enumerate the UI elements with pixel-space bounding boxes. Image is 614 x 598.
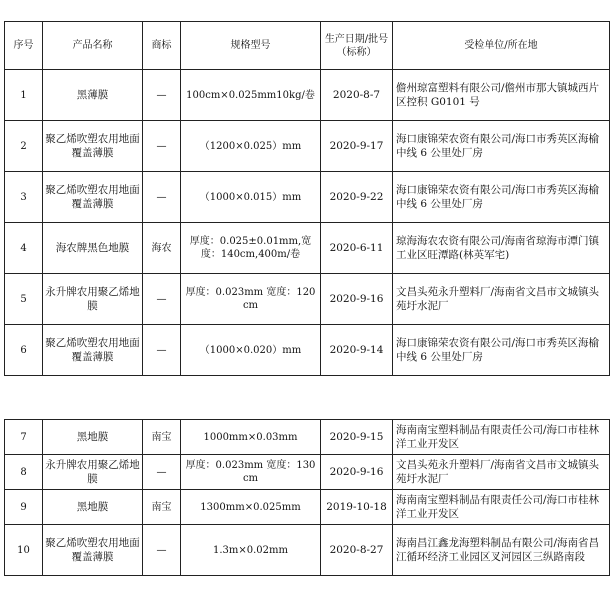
cell-spec: 1.3m×0.02mm — [181, 525, 321, 576]
cell-brand: — — [143, 525, 181, 576]
cell-spec: 厚度：0.023mm 宽度：120cm — [181, 274, 321, 325]
table-row — [5, 223, 610, 274]
cell-unit: 海口康锦荣农资有限公司/海口市秀英区海榆中线 6 公里处厂房 — [393, 121, 610, 172]
cell-product-name: 聚乙烯吹塑农用地面覆盖薄膜 — [43, 121, 143, 172]
cell-unit: 海口康锦荣农资有限公司/海口市秀英区海榆中线 6 公里处厂房 — [393, 172, 610, 223]
cell-date: 2020-6-11 — [321, 223, 393, 274]
cell-brand: — — [143, 70, 181, 121]
cell-brand: — — [143, 455, 181, 490]
header-spec: 规格型号 — [181, 22, 321, 70]
header-date: 生产日期/批号（标称） — [321, 22, 393, 70]
cell-spec: 1300mm×0.025mm — [181, 490, 321, 525]
table-row — [5, 274, 610, 325]
cell-unit: 海南南宝塑料制品有限责任公司/海口市桂林洋工业开发区 — [393, 420, 610, 455]
cell-spec: 100cm×0.025mm10kg/卷 — [181, 70, 321, 121]
cell-date: 2020-9-22 — [321, 172, 393, 223]
cell-unit: 文昌头苑永升塑料厂/海南省文昌市文城镇头苑圩水泥厂 — [393, 455, 610, 490]
cell-brand: 海农 — [143, 223, 181, 274]
cell-date: 2020-9-17 — [321, 121, 393, 172]
table-row — [5, 490, 610, 525]
header-no: 序号 — [5, 22, 43, 70]
cell-product-name: 黑薄膜 — [43, 70, 143, 121]
cell-no: 6 — [5, 325, 43, 376]
cell-spec: （1000×0.015）mm — [181, 172, 321, 223]
cell-product-name: 海农牌黑色地膜 — [43, 223, 143, 274]
cell-spec: （1000×0.020）mm — [181, 325, 321, 376]
cell-unit: 海南昌江鑫龙海塑料制品有限公司/海南省昌江循环经济工业园区叉河园区三纵路南段 — [393, 525, 610, 576]
cell-date: 2020-9-16 — [321, 274, 393, 325]
cell-product-name: 黑地膜 — [43, 490, 143, 525]
table-row — [5, 325, 610, 376]
cell-product-name: 永升牌农用聚乙烯地膜 — [43, 455, 143, 490]
cell-date: 2020-9-16 — [321, 455, 393, 490]
cell-unit: 海口康锦荣农资有限公司/海口市秀英区海榆中线 6 公里处厂房 — [393, 325, 610, 376]
table-row — [5, 455, 610, 490]
table-row — [5, 172, 610, 223]
cell-no: 7 — [5, 420, 43, 455]
cell-brand: — — [143, 274, 181, 325]
cell-date: 2020-8-27 — [321, 525, 393, 576]
cell-unit: 文昌头苑永升塑料厂/海南省文昌市文城镇头苑圩水泥厂 — [393, 274, 610, 325]
cell-no: 4 — [5, 223, 43, 274]
cell-brand: — — [143, 325, 181, 376]
inspection-table-part-2 — [4, 419, 610, 576]
cell-unit: 儋州琼富塑料有限公司/儋州市那大镇城西片区控积 G0101 号 — [393, 70, 610, 121]
cell-date: 2020-8-7 — [321, 70, 393, 121]
header-brand: 商标 — [143, 22, 181, 70]
cell-spec: （1200×0.025）mm — [181, 121, 321, 172]
cell-unit: 海南南宝塑料制品有限责任公司/海口市桂林洋工业开发区 — [393, 490, 610, 525]
cell-no: 1 — [5, 70, 43, 121]
cell-date: 2020-9-14 — [321, 325, 393, 376]
cell-date: 2020-9-15 — [321, 420, 393, 455]
cell-no: 9 — [5, 490, 43, 525]
header-unit: 受检单位/所在地 — [393, 22, 610, 70]
table-row — [5, 121, 610, 172]
cell-spec: 厚度：0.025±0.01mm,宽度：140cm,400m/卷 — [181, 223, 321, 274]
cell-no: 3 — [5, 172, 43, 223]
cell-brand: — — [143, 172, 181, 223]
cell-product-name: 聚乙烯吹塑农用地面覆盖薄膜 — [43, 525, 143, 576]
cell-spec: 1000mm×0.03mm — [181, 420, 321, 455]
cell-no: 8 — [5, 455, 43, 490]
cell-product-name: 黑地膜 — [43, 420, 143, 455]
table-header-row — [5, 22, 610, 70]
table-row — [5, 420, 610, 455]
table-row — [5, 525, 610, 576]
cell-product-name: 聚乙烯吹塑农用地面覆盖薄膜 — [43, 172, 143, 223]
cell-brand: 南宝 — [143, 490, 181, 525]
header-product-name: 产品名称 — [43, 22, 143, 70]
cell-product-name: 永升牌农用聚乙烯地膜 — [43, 274, 143, 325]
cell-no: 2 — [5, 121, 43, 172]
table-row — [5, 70, 610, 121]
cell-spec: 厚度：0.023mm 宽度：130cm — [181, 455, 321, 490]
cell-brand: — — [143, 121, 181, 172]
cell-brand: 南宝 — [143, 420, 181, 455]
cell-date: 2019-10-18 — [321, 490, 393, 525]
inspection-table-part-1 — [4, 21, 610, 376]
cell-no: 5 — [5, 274, 43, 325]
cell-product-name: 聚乙烯吹塑农用地面覆盖薄膜 — [43, 325, 143, 376]
cell-unit: 琼海海农农资有限公司/海南省琼海市潭门镇工业区旺潭路(林英军宅) — [393, 223, 610, 274]
cell-no: 10 — [5, 525, 43, 576]
